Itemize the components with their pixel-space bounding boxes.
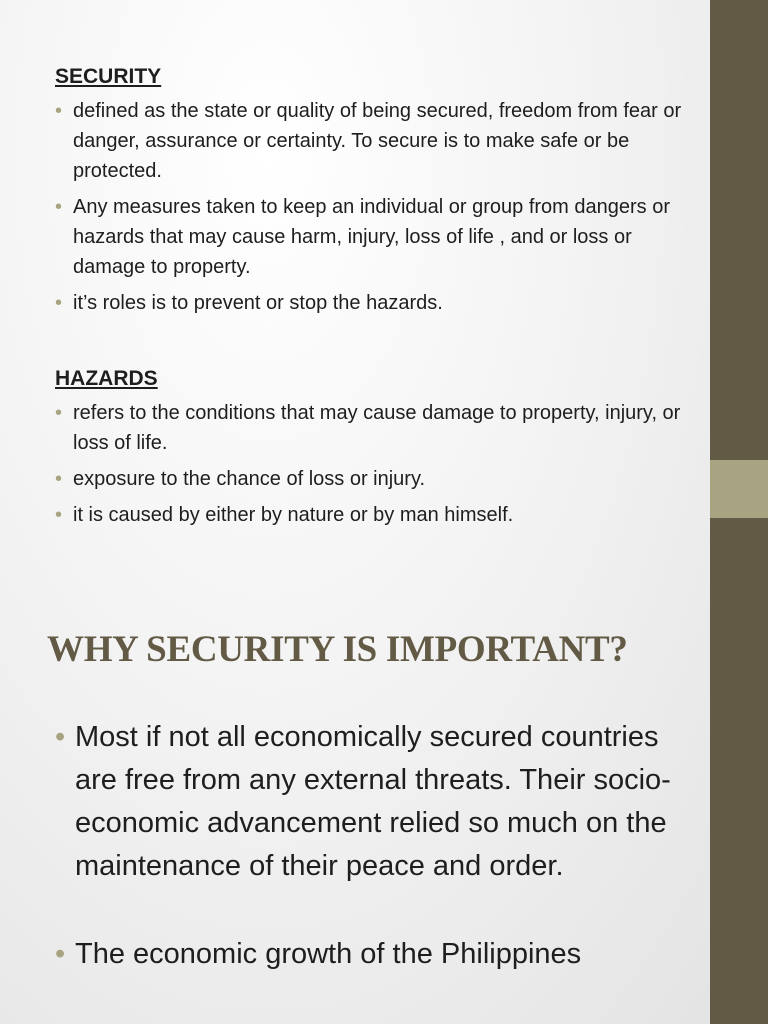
list-item: • it’s roles is to prevent or stop the hazards. xyxy=(55,288,685,318)
sidebar-accent-block xyxy=(710,460,768,518)
security-bullet-list xyxy=(55,96,685,318)
slide-importance-body xyxy=(55,716,695,1021)
list-item: • refers to the conditions that may cause damage to property, injury, or loss of life. xyxy=(55,398,685,458)
importance-bullet-list xyxy=(55,716,695,976)
hazards-bullet-list xyxy=(55,398,685,530)
list-item: • Any measures taken to keep an individual or group from dangers or hazards that may cause harm, injury, loss of life , and or loss or damage to property. xyxy=(55,192,685,282)
hazards-heading: HAZARDS xyxy=(55,367,158,390)
list-item: • defined as the state or quality of being secured, freedom from fear or danger, assurance or certainty. To secure is to make safe or be protected. xyxy=(55,96,685,186)
sidebar-bar xyxy=(710,0,768,1024)
list-item: • The economic growth of the Philippines xyxy=(55,933,695,976)
list-item: • Most if not all economically secured countries are free from any external threats. Their socio-economic advancement relied so much on the maintenance of their peace and order. xyxy=(55,716,695,888)
list-item: • it is caused by either by nature or by man himself. xyxy=(55,500,685,530)
security-heading: SECURITY xyxy=(55,65,162,88)
slide-definitions xyxy=(55,62,685,536)
slide-title: WHY SECURITY IS IMPORTANT? xyxy=(47,629,628,670)
list-item: • exposure to the chance of loss or injury. xyxy=(55,464,685,494)
